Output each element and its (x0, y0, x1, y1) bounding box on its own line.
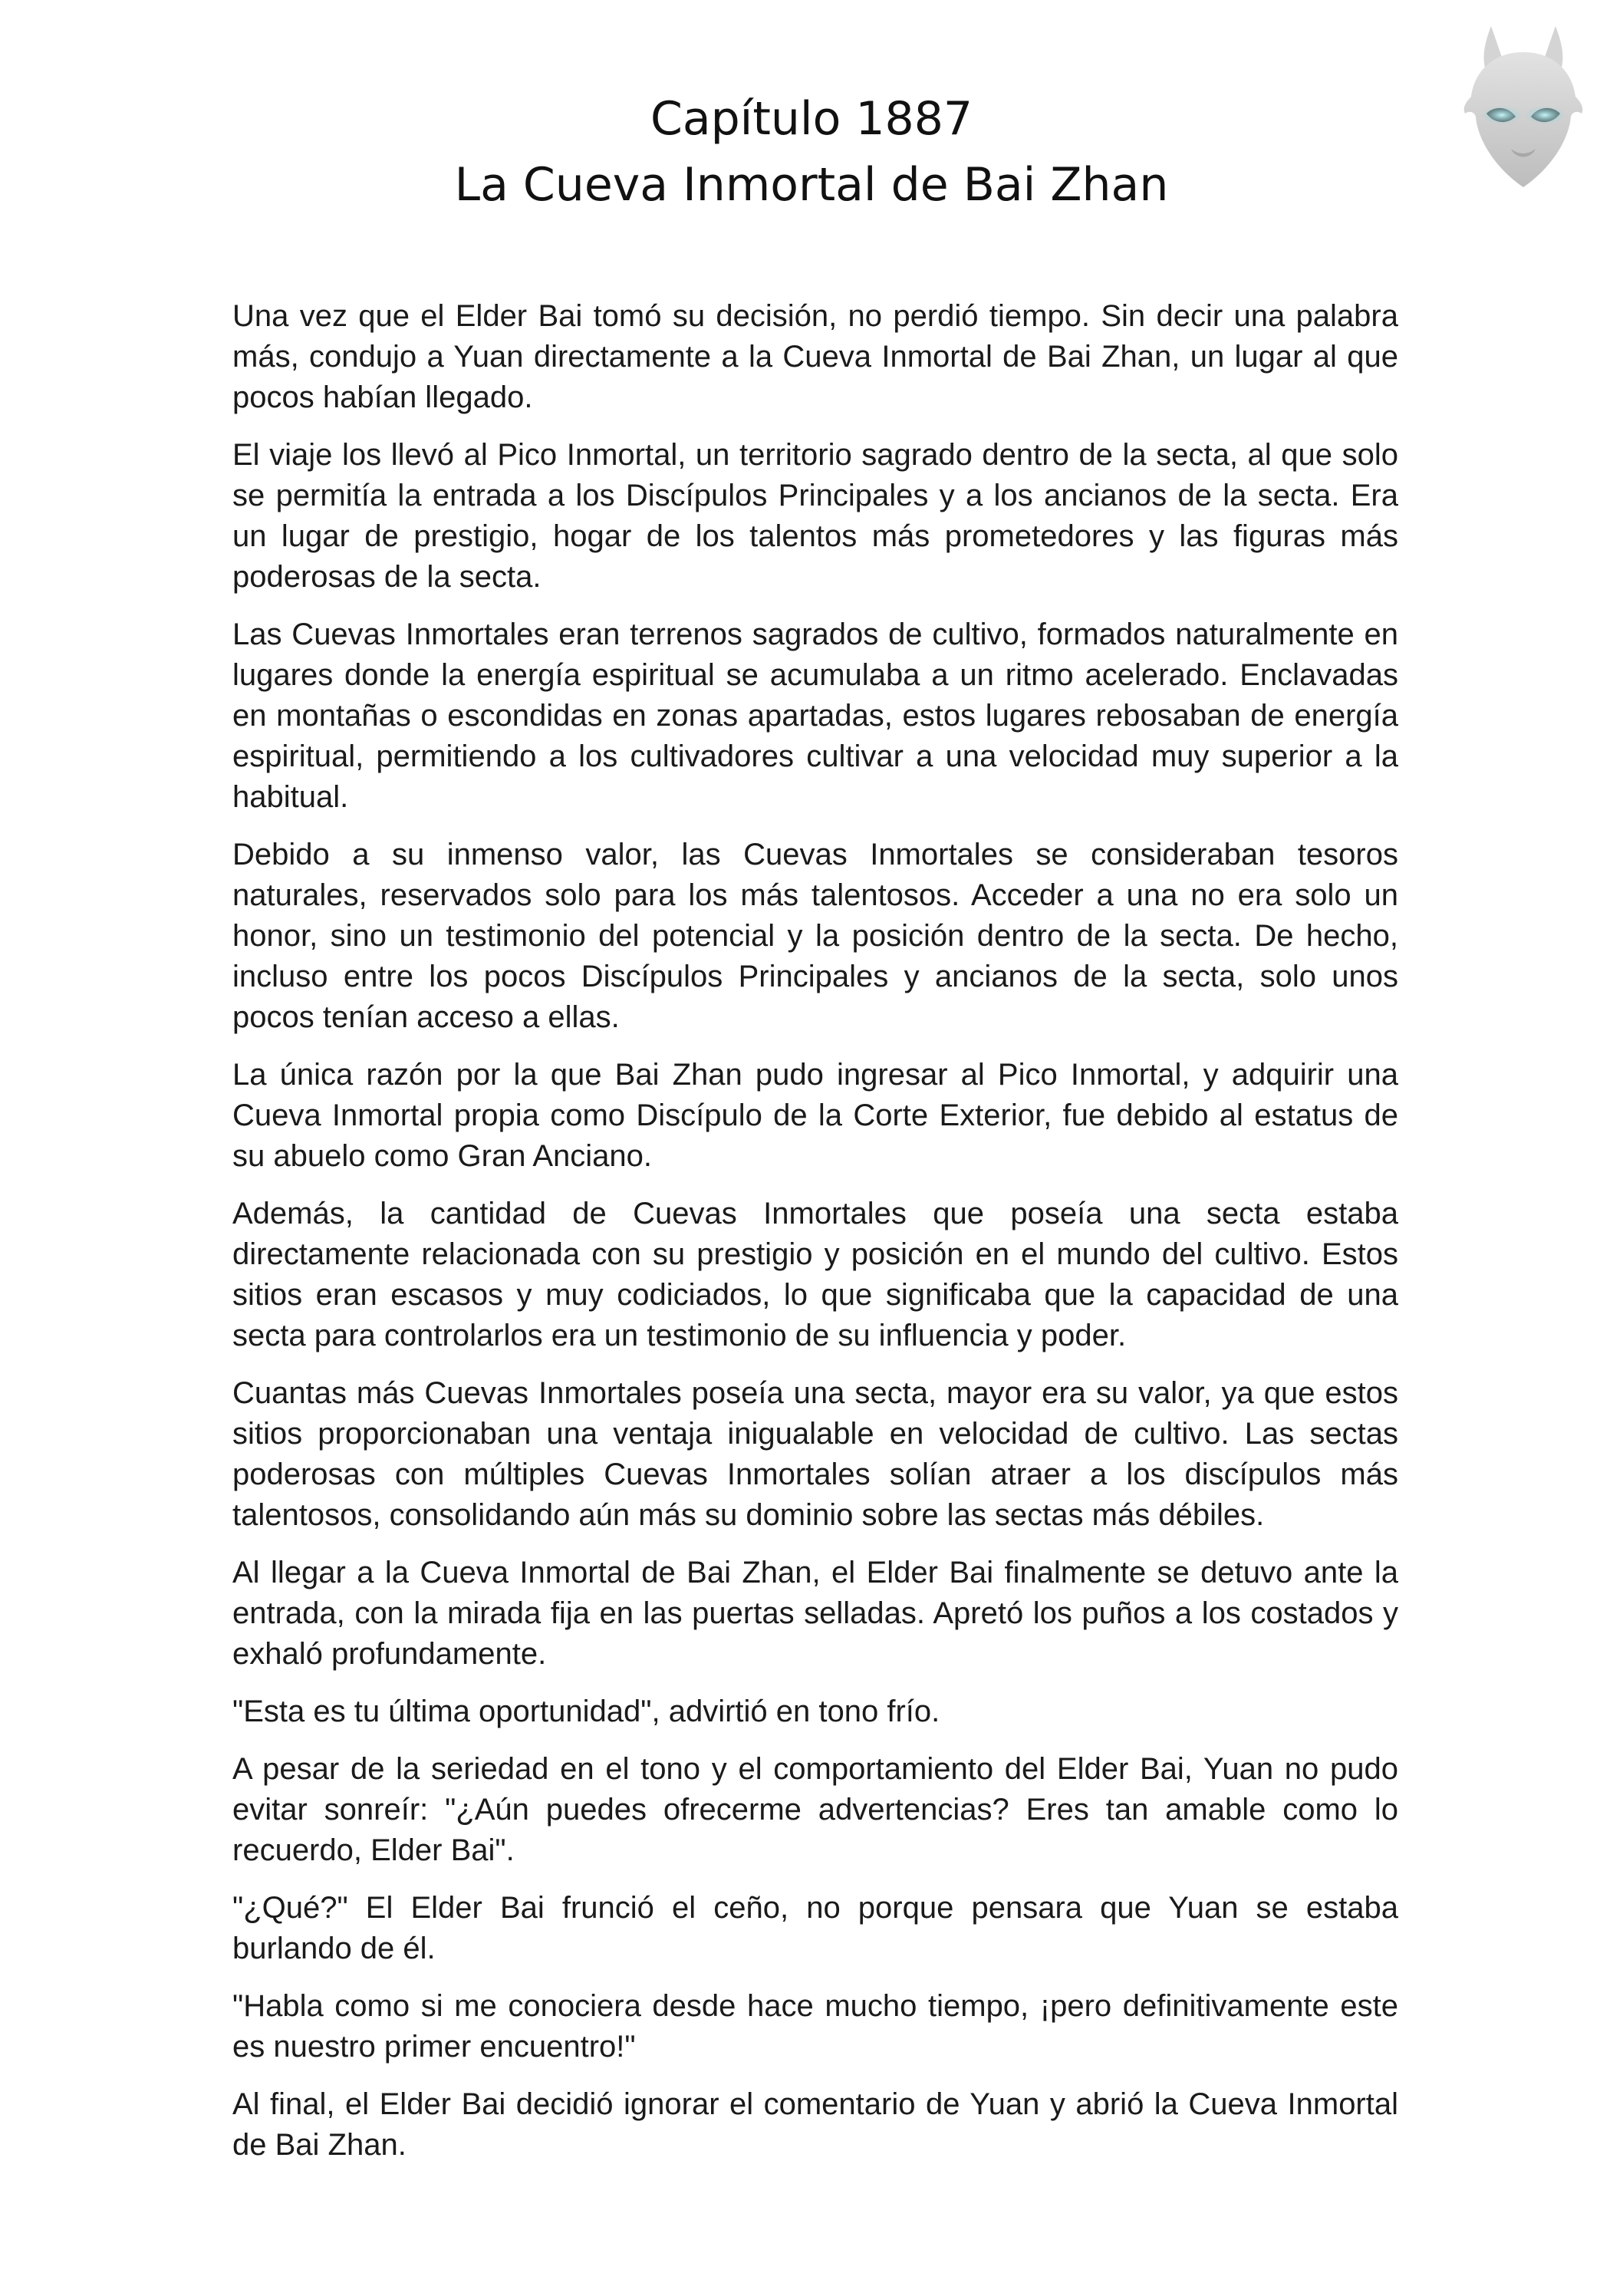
paragraph: Al final, el Elder Bai decidió ignorar el comentario de Yuan y abrió la Cueva Inmortal de Bai Zhan. (232, 2087, 1398, 2162)
paragraph: Cuantas más Cuevas Inmortales poseía una secta, mayor era su valor, ya que estos sitios proporcionaban una ventaja inigualable en velocidad de cultivo. Las sectas poderosas con múltiples Cuevas Inmortales solían atraer a los discípulos más talentosos, consolidando aún más su dominio sobre las sectas más débiles. (232, 1376, 1398, 1532)
paragraph: Además, la cantidad de Cuevas Inmortales que poseía una secta estaba directamente relacionada con su prestigio y posición en el mundo del cultivo. Estos sitios eran escasos y muy codiciados, lo que significaba que la capacidad de una secta para controlarlos era un testimonio de su influencia y poder. (232, 1197, 1398, 1352)
paragraph: A pesar de la seriedad en el tono y el comportamiento del Elder Bai, Yuan no pudo evitar sonreír: "¿Aún puedes ofrecerme advertencias? Eres tan amable como lo recuerdo, Elder Bai". (232, 1752, 1398, 1867)
paragraph: Una vez que el Elder Bai tomó su decisión, no perdió tiempo. Sin decir una palabra más, condujo a Yuan directamente a la Cueva Inmortal de Bai Zhan, un lugar al que pocos habían llegado. (232, 299, 1398, 414)
chapter-title: La Cueva Inmortal de Bai Zhan (454, 158, 1169, 212)
paragraph: La única razón por la que Bai Zhan pudo ingresar al Pico Inmortal, y adquirir una Cueva Inmortal propia como Discípulo de la Corte Exterior, fue debido al estatus de su abuelo como Gran Anciano. (232, 1058, 1398, 1173)
paragraph: "¿Qué?" El Elder Bai frunció el ceño, no porque pensara que Yuan se estaba burlando de él. (232, 1891, 1398, 1965)
paragraph: El viaje los llevó al Pico Inmortal, un territorio sagrado dentro de la secta, al que solo se permitía la entrada a los Discípulos Principales y a los ancianos de la secta. Era un lugar de prestigio, hogar de los talentos más prometedores y las figuras más poderosas de la secta. (232, 438, 1398, 594)
chapter-body (232, 296, 1398, 2182)
chapter-header (0, 86, 1623, 218)
paragraph: "Habla como si me conociera desde hace mucho tiempo, ¡pero definitivamente este es nuestro primer encuentro!" (232, 1989, 1398, 2064)
chapter-number: Capítulo 1887 (650, 92, 973, 146)
paragraph: Debido a su inmenso valor, las Cuevas Inmortales se consideraban tesoros naturales, reservados solo para los más talentosos. Acceder a una no era solo un honor, sino un testimonio del potencial y la posición dentro de la secta. De hecho, incluso entre los pocos Discípulos Principales y ancianos de la secta, solo unos pocos tenían acceso a ellas. (232, 838, 1398, 1034)
paragraph: Al llegar a la Cueva Inmortal de Bai Zhan, el Elder Bai finalmente se detuvo ante la entrada, con la mirada fija en las puertas selladas. Apretó los puños a los costados y exhaló profundamente. (232, 1556, 1398, 1671)
paragraph: Las Cuevas Inmortales eran terrenos sagrados de cultivo, formados naturalmente en lugares donde la energía espiritual se acumulaba a un ritmo acelerado. Enclavadas en montañas o escondidas en zonas apartadas, estos lugares rebosaban de energía espiritual, permitiendo a los cultivadores cultivar a una velocidad muy superior a la habitual. (232, 618, 1398, 814)
paragraph: "Esta es tu última oportunidad", advirtió en tono frío. (232, 1695, 940, 1728)
